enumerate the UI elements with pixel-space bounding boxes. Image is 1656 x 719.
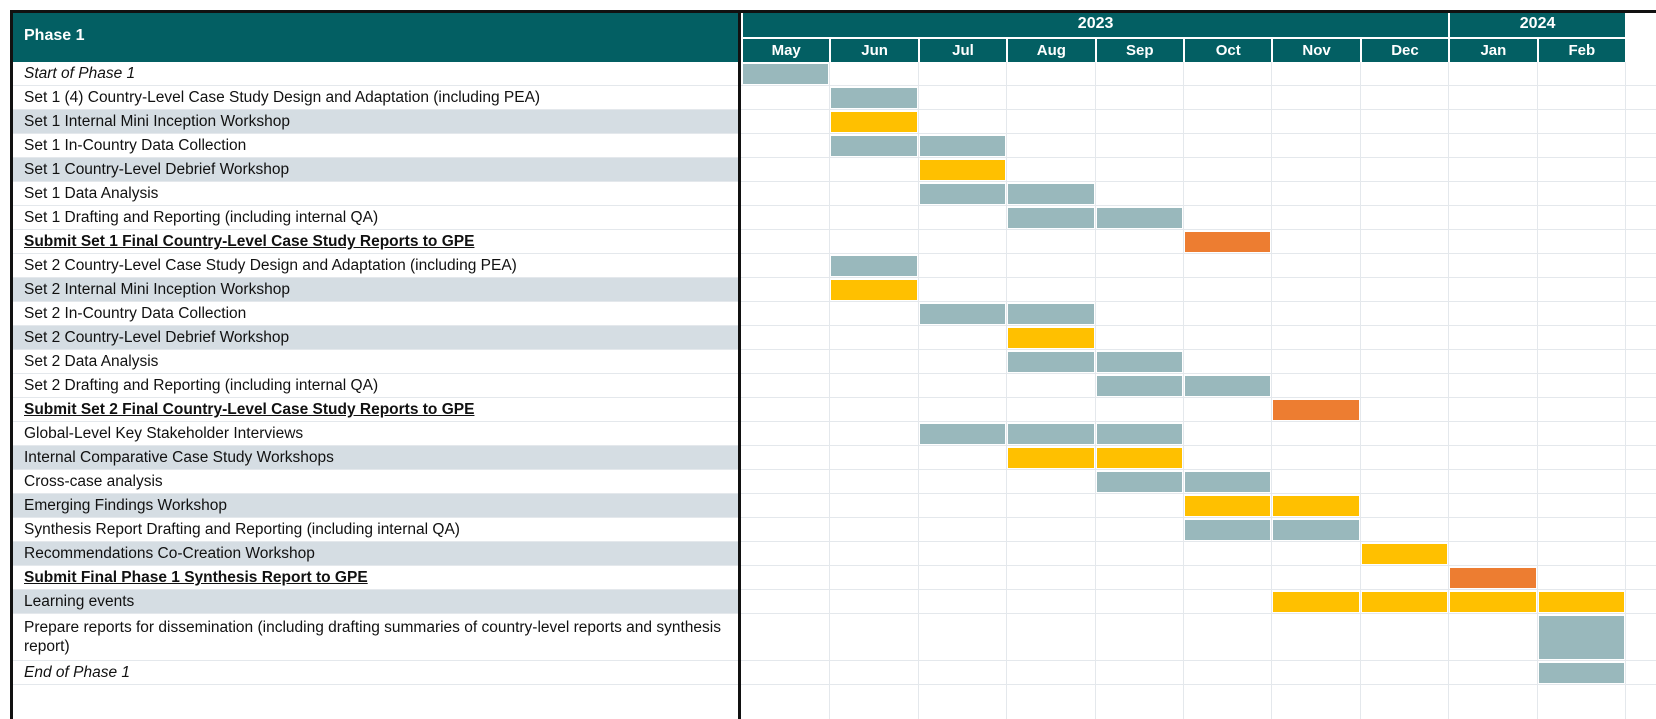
deliverable-bar (1449, 567, 1536, 589)
workshop-bar (1096, 447, 1183, 469)
milestone-label: Submit Final Phase 1 Synthesis Report to GPE (13, 566, 738, 590)
task-label: Set 1 (4) Country-Level Case Study Design and Adaptation (including PEA) (13, 86, 738, 110)
activity-bar (1007, 423, 1094, 445)
task-row-timeline (741, 302, 1656, 326)
workshop-bar (1184, 495, 1271, 517)
workshop-bar (1272, 495, 1359, 517)
deliverable-bar (1272, 399, 1359, 421)
label-timeline-divider (738, 10, 741, 719)
activity-bar (1007, 183, 1094, 205)
task-label: Synthesis Report Drafting and Reporting (including internal QA) (13, 518, 738, 542)
activity-bar (919, 303, 1006, 325)
task-label: Set 1 In-Country Data Collection (13, 134, 738, 158)
task-row-timeline (741, 158, 1656, 182)
task-row-timeline (741, 206, 1656, 230)
activity-bar (1096, 471, 1183, 493)
activity-bar (919, 423, 1006, 445)
workshop-bar (1538, 591, 1625, 613)
month-gridline (1448, 62, 1449, 719)
month-header-may: May (741, 39, 829, 62)
task-label: Cross-case analysis (13, 470, 738, 494)
task-row-timeline (741, 350, 1656, 374)
month-header-jan: Jan (1448, 39, 1536, 62)
task-row-timeline (741, 62, 1656, 86)
month-header-jul: Jul (918, 39, 1006, 62)
task-row-timeline (741, 326, 1656, 350)
task-label: Learning events (13, 590, 738, 614)
task-label: Emerging Findings Workshop (13, 494, 738, 518)
month-header-nov: Nov (1271, 39, 1359, 62)
workshop-bar (1007, 327, 1094, 349)
month-gridline (1271, 62, 1272, 719)
activity-bar (830, 135, 917, 157)
workshop-bar (830, 279, 917, 301)
task-row-timeline (741, 422, 1656, 446)
month-header-jun: Jun (829, 39, 917, 62)
workshop-bar (919, 159, 1006, 181)
milestone-label: Submit Set 2 Final Country-Level Case Study Reports to GPE (13, 398, 738, 422)
milestone-label: Submit Set 1 Final Country-Level Case Study Reports to GPE (13, 230, 738, 254)
activity-bar (1538, 662, 1625, 684)
frame-top-border (10, 10, 1656, 13)
activity-bar (1096, 207, 1183, 229)
task-row-timeline (741, 661, 1656, 685)
month-gridline (1360, 62, 1361, 719)
month-header-dec: Dec (1360, 39, 1448, 62)
month-gridline (1625, 62, 1626, 719)
task-row-timeline (741, 182, 1656, 206)
task-label: Set 1 Data Analysis (13, 182, 738, 206)
task-label: Set 2 Data Analysis (13, 350, 738, 374)
workshop-bar (1361, 591, 1448, 613)
month-gridline (829, 62, 830, 719)
workshop-bar (1272, 591, 1359, 613)
phase-header (10, 10, 738, 62)
activity-bar (1538, 615, 1625, 660)
task-label: End of Phase 1 (13, 661, 738, 685)
year-header-2023: 2023 (741, 10, 1448, 37)
activity-bar (1184, 375, 1271, 397)
activity-bar (919, 135, 1006, 157)
activity-bar (919, 183, 1006, 205)
gantt-chart (10, 10, 1656, 719)
activity-bar (1096, 375, 1183, 397)
month-header-aug: Aug (1006, 39, 1094, 62)
task-label: Set 2 In-Country Data Collection (13, 302, 738, 326)
task-label: Prepare reports for dissemination (including drafting summaries of country-level reports and synthesis report) (13, 614, 738, 661)
activity-bar (1184, 519, 1271, 541)
activity-bar (1184, 471, 1271, 493)
frame-left-border (10, 10, 13, 719)
month-header-oct: Oct (1183, 39, 1271, 62)
month-gridline (1006, 62, 1007, 719)
workshop-bar (830, 111, 917, 133)
task-label: Set 2 Drafting and Reporting (including internal QA) (13, 374, 738, 398)
task-label: Internal Comparative Case Study Workshops (13, 446, 738, 470)
activity-bar (1096, 351, 1183, 373)
activity-bar (1007, 351, 1094, 373)
year-header-2024: 2024 (1448, 10, 1625, 37)
activity-bar (830, 87, 917, 109)
task-label: Start of Phase 1 (13, 62, 738, 86)
deliverable-bar (1184, 231, 1271, 253)
activity-bar (1007, 303, 1094, 325)
task-label: Set 2 Country-Level Debrief Workshop (13, 326, 738, 350)
workshop-bar (1361, 543, 1448, 565)
task-label: Set 2 Country-Level Case Study Design and Adaptation (including PEA) (13, 254, 738, 278)
activity-bar (742, 63, 829, 85)
task-label: Set 1 Internal Mini Inception Workshop (13, 110, 738, 134)
activity-bar (1096, 423, 1183, 445)
activity-bar (1272, 519, 1359, 541)
task-label: Recommendations Co-Creation Workshop (13, 542, 738, 566)
task-label: Global-Level Key Stakeholder Interviews (13, 422, 738, 446)
task-label: Set 2 Internal Mini Inception Workshop (13, 278, 738, 302)
month-header-sep: Sep (1095, 39, 1183, 62)
workshop-bar (1449, 591, 1536, 613)
task-label: Set 1 Country-Level Debrief Workshop (13, 158, 738, 182)
phase-title: Phase 1 (24, 27, 85, 44)
workshop-bar (1007, 447, 1094, 469)
task-row-timeline (741, 614, 1656, 661)
activity-bar (830, 255, 917, 277)
month-header-feb: Feb (1537, 39, 1625, 62)
activity-bar (1007, 207, 1094, 229)
task-row-timeline (741, 542, 1656, 566)
task-row-timeline (741, 446, 1656, 470)
task-row-timeline (741, 398, 1656, 422)
task-label: Set 1 Drafting and Reporting (including internal QA) (13, 206, 738, 230)
